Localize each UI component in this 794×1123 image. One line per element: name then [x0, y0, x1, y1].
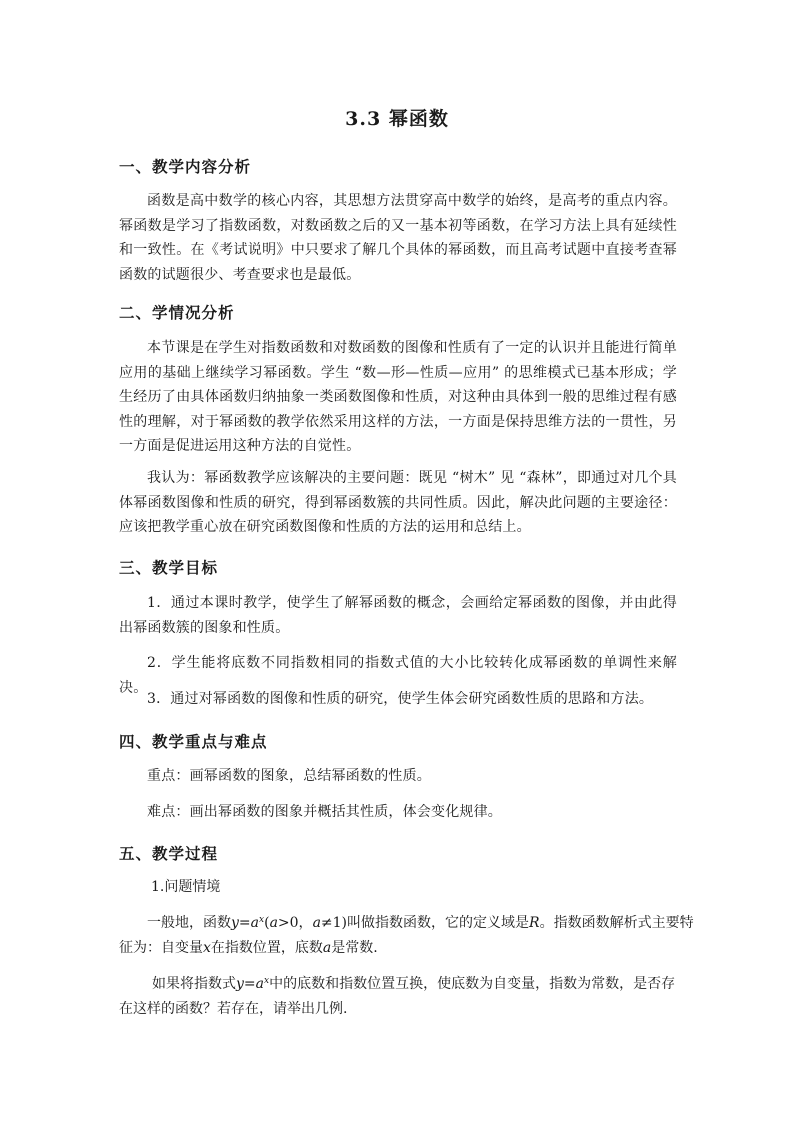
section-heading-key-points: 四、教学重点与难点 — [119, 732, 268, 751]
paragraph-line: 在这样的函数？若存在，请举出几例. — [119, 1001, 348, 1017]
paragraph-power-question: 如果将指数式$y=a^x$中的底数和指数位置互换，使底数为自变量，指数为常数，是否存 — [152, 976, 676, 992]
paragraph: 函数是高中数学的核心内容，其思想方法贯穿高中数学的始终，是高考的重点内容。幂函数是学习了指数函数，对数函数之后的又一基本初等函数，在学习方法上具有延续性和一致性。在《考试说明》中只要求了解几个具体的幂函数，而且高考试题中直接考查幂函数的试题很少、考查要求也是最低。 — [119, 193, 677, 283]
section-heading-student-analysis: 二、学情况分析 — [119, 303, 235, 322]
section-heading-teaching-process: 五、教学过程 — [119, 844, 219, 863]
paragraph-line: 征为：自变量x在指数位置，底数a是常数. — [119, 940, 378, 956]
paragraph-difficulty: 难点：画出幂函数的图象并概括其性质，体会变化规律。 — [147, 804, 502, 820]
list-item: 1．通过本课时教学，使学生了解幂函数的概念，会画给定幂函数的图像，并由此得出幂函数簇的图象和性质。 — [119, 595, 677, 636]
paragraph: 我认为：幂函数教学应该解决的主要问题：既见 “树木” 见 “森林”，即通过对几个具体幂函数图像和性质的研究，得到幂函数簇的共同性质。因此，解决此问题的主要途径：应该把教学重心放在研究函数图像和性质的方法的运用和总结上。 — [119, 470, 677, 535]
paragraph-key-point: 重点：画幂函数的图象，总结幂函数的性质。 — [147, 768, 431, 784]
section-heading-teaching-goals: 三、教学目标 — [119, 558, 219, 577]
list-item: 2．学生能将底数不同指数相同的指数式值的大小比较转化成幂函数的单调性来解决。 — [119, 655, 677, 696]
subheading-problem-situation: 1.问题情境 — [151, 879, 221, 895]
section-heading-content-analysis: 一、教学内容分析 — [119, 157, 252, 176]
paragraph-exponential-definition: 一般地，函数$y=a^x(a>0$，a≠1)叫做指数函数，它的定义域是R。指数函数解析式主要特 — [147, 915, 694, 931]
list-item: 3．通过对幂函数的图像和性质的研究，使学生体会研究函数性质的思路和方法。 — [147, 691, 654, 707]
document-title: 3.3 幂函数 — [345, 108, 449, 130]
paragraph: 本节课是在学生对指数函数和对数函数的图像和性质有了一定的认识并且能进行简单应用的基础上继续学习幂函数。学生 “数—形—性质—应用” 的思维模式已基本形成；学生经历了由具体函数归纳抽象一类函数图像和性质，对这种由具体到一般的思维过程有感性的理解，对于幂函数的教学依然采用这样的方法，一方面是保持思维方法的一贯性，另一方面是促进运用这种方法的自觉性。 — [119, 340, 677, 454]
